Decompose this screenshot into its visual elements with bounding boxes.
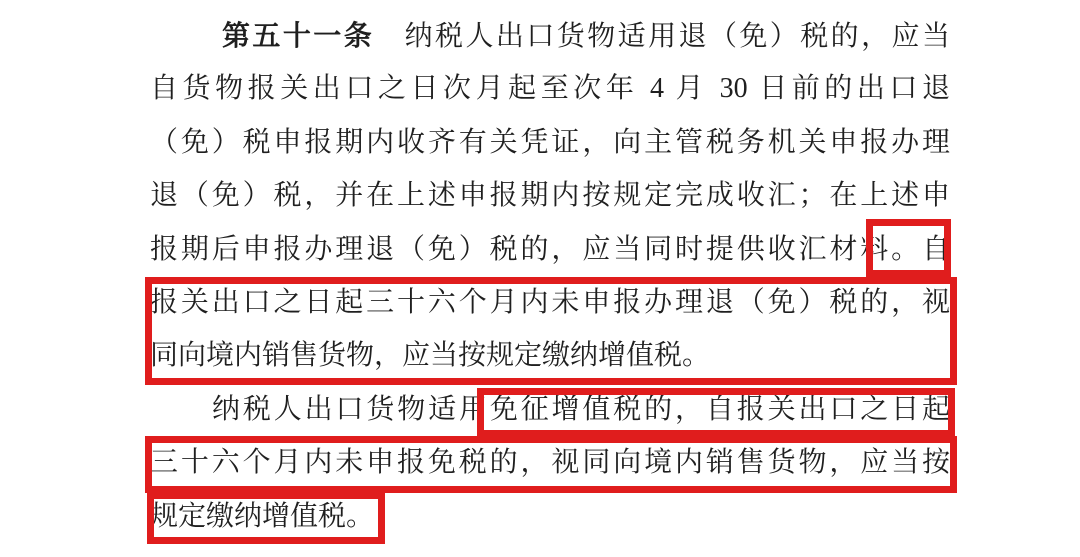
annotation-box-zi <box>866 219 951 277</box>
text-line: （免）税申报期内收齐有关凭证，向主管税务机关申报办理 <box>150 126 950 158</box>
text-line: 退（免）税，并在上述申报期内按规定完成收汇；在上述申 <box>150 180 950 212</box>
text-line <box>150 9 950 62</box>
text-line: 规定缴纳增值税。 <box>150 500 375 532</box>
annotation-box-36-months-exempt <box>145 436 957 493</box>
text-line: 三十六个月内未申报免税的，视同向境内销售货物，应当按 <box>150 447 950 479</box>
annotation-box-pay-vat <box>147 492 385 544</box>
text-line-segment: 纳税人出口货物适用退（免）税的，应当 <box>374 21 950 52</box>
article-number: 第五十一条 <box>222 20 375 51</box>
text-line: 同向境内销售货物，应当按规定缴纳增值税。 <box>150 340 711 372</box>
annotation-box-36-months-refund <box>145 277 957 385</box>
annotation-box-vat-exempt <box>477 388 955 437</box>
text-line: 报关出口之日起三十六个月内未申报办理退（免）税的，视 <box>150 286 950 318</box>
text-line: 纳税人出口货物适用免征增值税的，自报关出口之日起 <box>212 393 950 425</box>
text-line: 报期后申报办理退（免）税的，应当同时提供收汇材料。自 <box>150 233 950 265</box>
text-line: 自货物报关出口之日次月起至次年 4 月 30 日前的出口退 <box>150 73 950 105</box>
